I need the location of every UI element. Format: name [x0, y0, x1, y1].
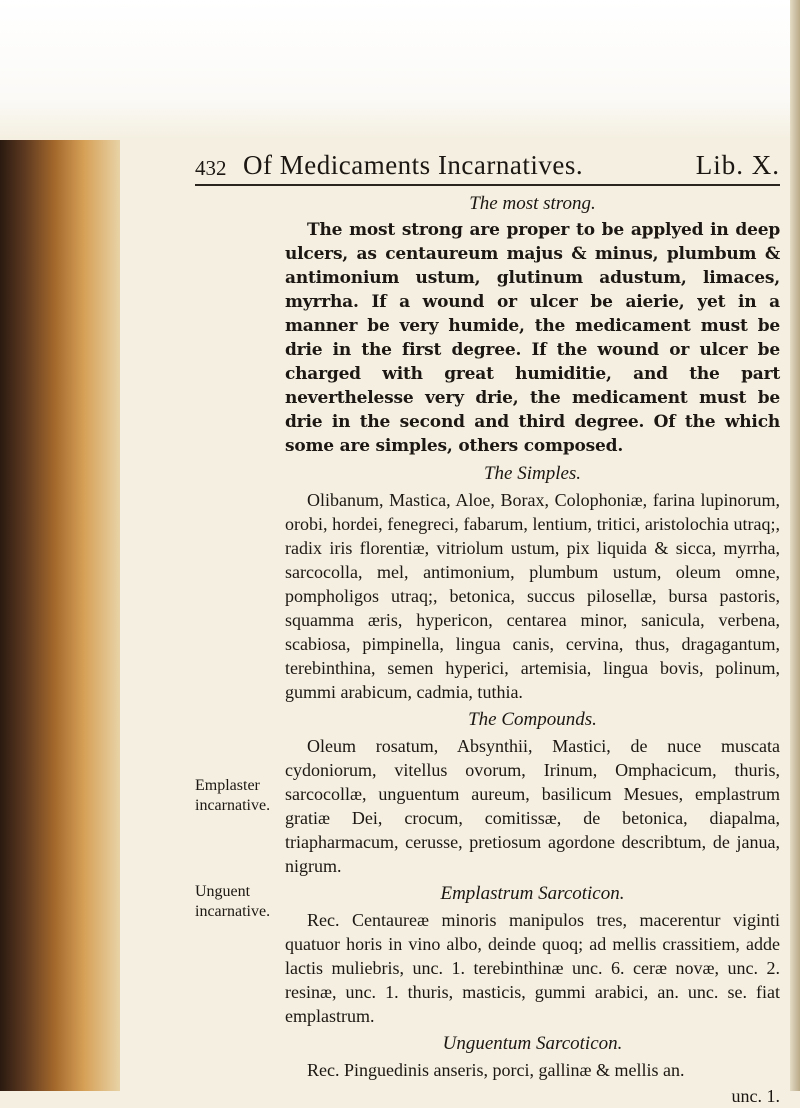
- book-page: [195, 150, 780, 1106]
- book-number: Lib. X.: [695, 150, 780, 180]
- page-number: 432: [195, 156, 227, 180]
- section-heading: Unguentum Sarcoticon.: [442, 1033, 623, 1054]
- section-text: The most strong are proper to be applyed in deep ulcers, as centaureum majus & minus, plumbum & antimonium ustum, glutinum adustum, limaces, myrrha. If a wound or ulcer be aierie, yet in a manner be very humide, the medicament must be drie in the first degree. If the wound or ulcer be charged with great humiditie, and the part neverthelesse very drie, the medicament must be drie in the second and third degree. Of the which some are simples, others composed.: [285, 220, 780, 456]
- section-heading: The Compounds.: [468, 709, 597, 730]
- page-top-margin: [0, 0, 800, 140]
- section-heading: The most strong.: [469, 193, 596, 214]
- page-right-edge: [790, 0, 800, 1091]
- running-head: [195, 150, 780, 186]
- section-heading: Emplastrum Sarcoticon.: [440, 883, 625, 904]
- page-body: [285, 188, 780, 1108]
- margin-note-unguent: Unguent incarnative.: [195, 883, 271, 920]
- catchword: unc. 1.: [731, 1086, 780, 1106]
- section-text: Rec. Pinguedinis anseris, porci, gallinæ & mellis an.: [307, 1060, 685, 1080]
- section-text: Rec. Centaureæ minoris manipulos tres, macerentur viginti quatuor horis in vino albo, deinde quoq; ad mellis crassitiem, adde lactis muliebris, unc. 1. terebinthinæ unc. 6. ceræ novæ, unc. 2. resinæ, unc. 1. thuris, masticis, gummi arabici, an. unc. se. fiat emplastrum.: [285, 910, 780, 1026]
- section-text: Olibanum, Mastica, Aloe, Borax, Colophoniæ, farina lupinorum, orobi, hordei, fenegreci, fabarum, lentium, tritici, aristolochia utraq;, radix iris florentiæ, vitriolum ustum, pix liquida & sicca, myrrha, sarcocolla, mel, antimonium, plumbum ustum, oleum omne, pompholigos utraq;, betonica, succus pilosellæ, bursa pastoris, squamma æris, hypericon, centarea minor, sanicula, verbena, scabiosa, pimpinella, lingua canis, cervina, thus, dragagantum, terebinthina, semen hyperici, artemisia, lingua bovis, polinum, gummi arabicum, cadmia, tuthia.: [285, 490, 780, 702]
- section-text: Oleum rosatum, Absynthii, Mastici, de nuce muscata cydoniorum, vitellus ovorum, Irinum, Omphacicum, thuris, sarcocollæ, unguentum aureum, basilicum Mesues, emplastrum gratiæ Dei, crocum, comitissæ, de betonica, diapalma, triapharmacum, cerusse, pretiosum agordone describtum, de janua, nigrum.: [285, 736, 780, 876]
- book-binding: [0, 0, 120, 1091]
- margin-note-emplaster: Emplaster incarnative.: [195, 777, 271, 814]
- section-heading: The Simples.: [483, 463, 582, 484]
- running-title: Of Medicaments Incarnatives.: [243, 150, 584, 180]
